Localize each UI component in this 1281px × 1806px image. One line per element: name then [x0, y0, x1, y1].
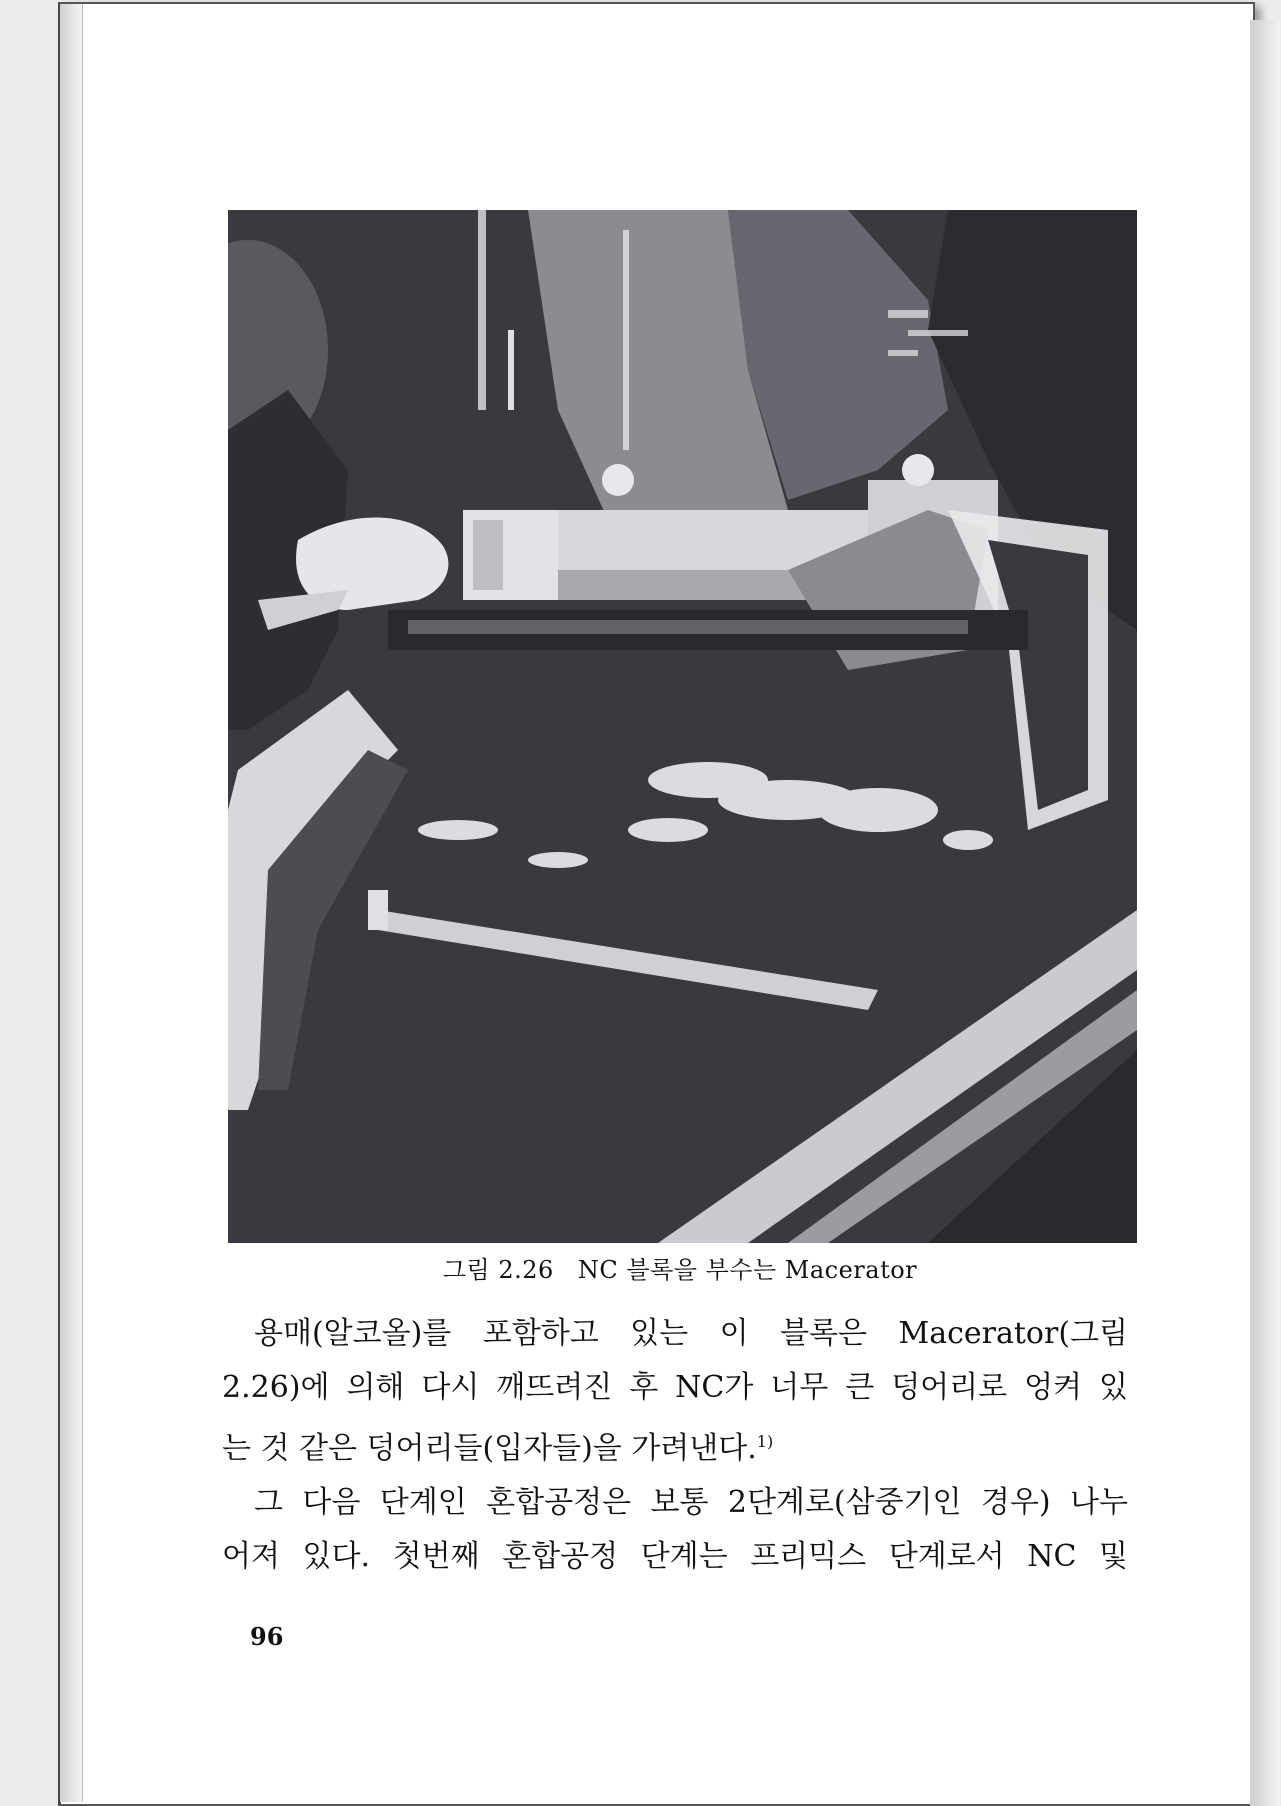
- figure-caption: [200, 1250, 1160, 1285]
- page-edge: [1250, 20, 1280, 1806]
- macerator-photo-image: [228, 210, 1137, 1243]
- macerator-photo: [228, 210, 1137, 1243]
- paragraph-1-line-3: [222, 1415, 1128, 1476]
- body-text: [222, 1307, 1128, 1584]
- paragraph-2-line-1: 그 다음 단계인 혼합공정은 보통 2단계로(삼중기인 경우) 나누: [254, 1485, 1128, 1520]
- figure-caption-text: NC 블록을 부수는 Macerator: [577, 1256, 918, 1284]
- footnote-ref: 1): [756, 1432, 774, 1451]
- paragraph-1-line-2: 2.26)에 의해 다시 깨뜨려진 후 NC가 너무 큰 덩어리로 엉켜 있: [222, 1370, 1128, 1405]
- paragraph-2-line-2: 어져 있다. 첫번째 혼합공정 단계는 프리믹스 단계로서 NC 및: [222, 1539, 1128, 1574]
- page-number: 96: [250, 1622, 284, 1651]
- paragraph-1-line-1: 용매(알코올)를 포함하고 있는 이 블록은 Macerator(그림: [254, 1316, 1128, 1351]
- figure-label: 그림 2.26: [442, 1256, 554, 1284]
- paragraph-1-line-3-text: 는 것 같은 덩어리들(입자들)을 가려낸다.: [222, 1431, 757, 1466]
- book-spine: [60, 4, 83, 1802]
